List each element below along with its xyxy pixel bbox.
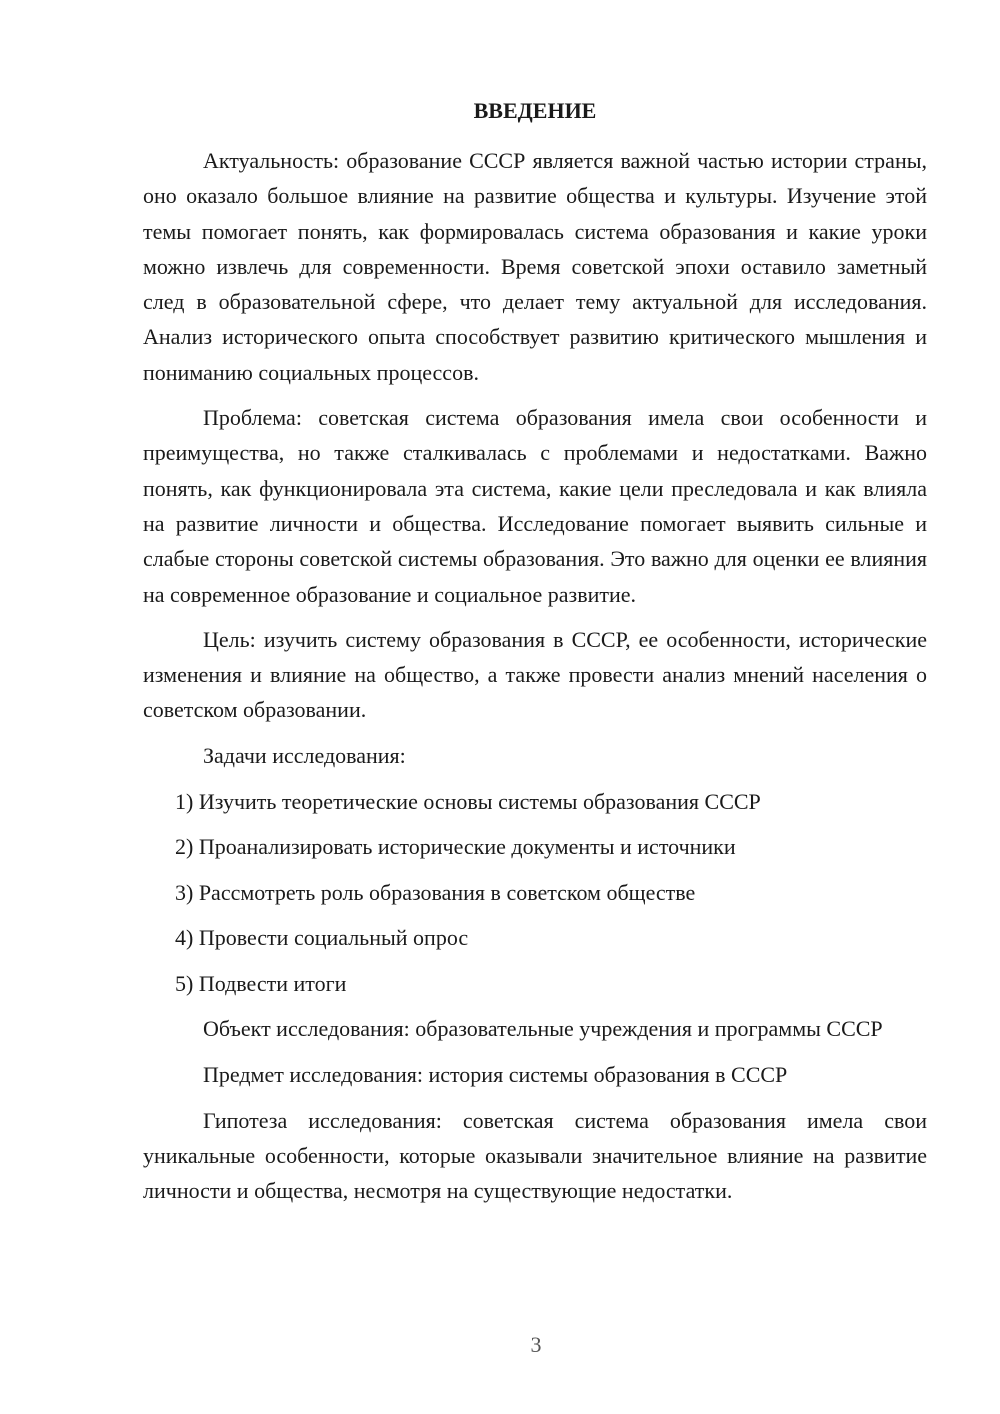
- task-item: 4) Провести социальный опрос: [175, 925, 469, 951]
- task-item: 1) Изучить теоретические основы системы образования СССР: [175, 788, 761, 814]
- problem-paragraph: Проблема: советская система образования имела свои особенности и преимущества, но также сталкивалась с проблемами и недостатками. Важно понять, как функционировала эта система, какие цели преследовала и как влияла на развитие личности и общества. Исследование помогает выявить сильные и слабые стороны советской системы образования. Это важно для оценки ее влияния на современное образование и социальное развитие.: [143, 405, 927, 607]
- task-item: 2) Проанализировать исторические документы и источники: [175, 834, 736, 860]
- task-item: 5) Подвести итоги: [175, 970, 347, 996]
- page-number: 3: [530, 1332, 542, 1357]
- tasks-heading: Задачи исследования:: [203, 742, 406, 768]
- document-body: [143, 96, 927, 1218]
- goal-paragraph: Цель: изучить систему образования в СССР, ее особенности, исторические изменения и влияние на общество, а также провести анализ мнений населения о советском образовании.: [143, 626, 927, 723]
- subject-paragraph: Предмет исследования: история системы образования в СССР: [203, 1061, 788, 1087]
- task-item: 3) Рассмотреть роль образования в советском обществе: [175, 879, 696, 905]
- object-paragraph: Объект исследования: образовательные учреждения и программы СССР: [203, 1016, 883, 1042]
- page-title: ВВЕДЕНИЕ: [473, 98, 597, 123]
- hypothesis-paragraph: Гипотеза исследования: советская система образования имела свои уникальные особенности, которые оказывали значительное влияние на развитие личности и общества, несмотря на существующие недостатки.: [143, 1107, 927, 1204]
- relevance-paragraph: Актуальность: образование СССР является важной частью истории страны, оно оказало большое влияние на развитие общества и культуры. Изучение этой темы помогает понять, как формировалась система образования и какие уроки можно извлечь для современности. Время советской эпохи оставило заметный след в образовательной сфере, что делает тему актуальной для исследования. Анализ исторического опыта способствует развитию критического мышления и пониманию социальных процессов.: [143, 148, 927, 385]
- tasks-list: [143, 784, 927, 1001]
